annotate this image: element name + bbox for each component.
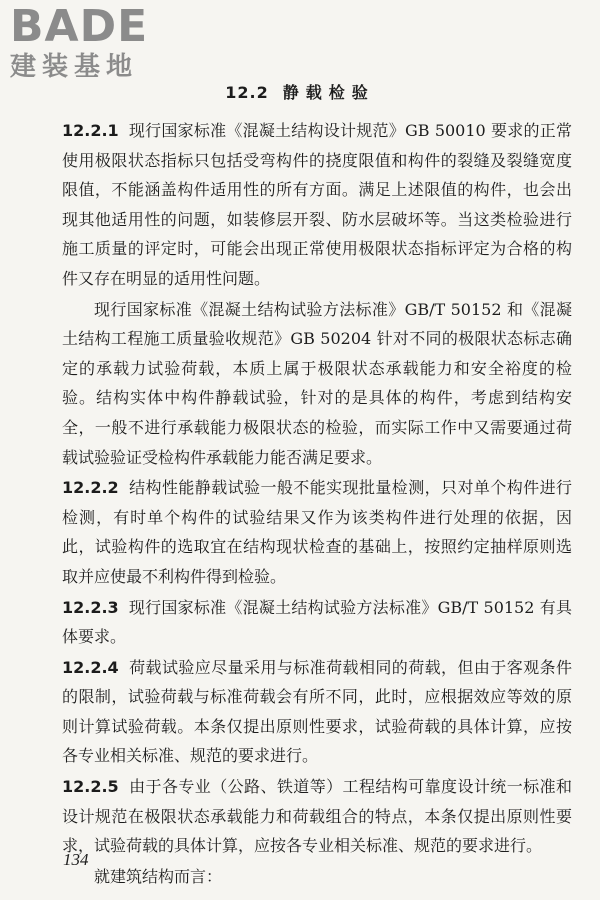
logo-brand: BADE xyxy=(10,1,149,52)
paragraph-text: 现行国家标准《混凝土结构试验方法标准》GB/T 50152 和《混凝土结构工程施工质量验收规范》GB 50204 针对不同的极限状态标志确定的承载力试验荷载，本质上属于极限状态承载能力和安全裕度的检验。结构实体中构件静载试验，针对的是具体的构件，考虑到结构安全，一般不进行承载能力极限状态的检验，而实际工作中又需要通过荷载试验验证受检构件承载能力能否满足要求。 xyxy=(62,299,572,467)
paragraph-12-2-3 xyxy=(62,593,572,652)
document-body xyxy=(62,116,572,892)
clause-number: 12.2.2 xyxy=(62,478,119,498)
paragraph-text: 现行国家标准《混凝土结构设计规范》GB 50010 要求的正常使用极限状态指标只包括受弯构件的挠度限值和构件的裂缝及裂缝宽度限值，不能涵盖构件适用性的所有方面。满足上述限值的构件，也会出现其他适用性的问题，如装修层开裂、防水层破坏等。当这类检验进行施工质量的评定时，可能会出现正常使用极限状态指标评定为合格的构件又存在明显的适用性问题。 xyxy=(62,121,572,288)
paragraph-12-2-5 xyxy=(62,772,572,861)
paragraph-text: 由于各专业（公路、铁道等）工程结构可靠度设计统一标准和设计规范在极限状态承载能力和荷载组合的特点，本条仅提出原则性要求，试验荷载的具体计算，应按各专业相关标准、规范的要求进行。 xyxy=(62,777,572,856)
paragraph-12-2-2 xyxy=(62,473,572,591)
clause-number: 12.2.3 xyxy=(62,597,119,617)
section-number: 12.2 xyxy=(225,83,269,102)
paragraph-12-2-4 xyxy=(62,653,572,771)
paragraph-text: 荷载试验应尽量采用与标准荷载相同的荷载，但由于客观条件的限制，试验荷载与标准荷载会有所不同，此时，应根据效应等效的原则计算试验荷载。本条仅提出原则性要求，试验荷载的具体计算，应按各专业相关标准、规范的要求进行。 xyxy=(62,657,572,766)
paragraph-closing xyxy=(62,862,572,892)
clause-number: 12.2.4 xyxy=(62,657,119,677)
clause-number: 12.2.5 xyxy=(62,777,119,797)
paragraph-12-2-1 xyxy=(62,116,572,294)
paragraph-text: 就建筑结构而言： xyxy=(94,866,223,886)
section-title-text: 静载检验 xyxy=(282,83,375,102)
paragraph-12-2-1-continued xyxy=(62,295,572,473)
paragraph-text: 结构性能静载试验一般不能实现批量检测，只对单个构件进行检测，有时单个构件的试验结果又作为该类构件进行处理的依据，因此，试验构件的选取宜在结构现状检查的基础上，按照约定抽样原则选取并应使最不利构件得到检验。 xyxy=(62,478,572,586)
bade-logo xyxy=(10,1,180,82)
section-title xyxy=(0,80,600,103)
page-number: 134 xyxy=(63,850,89,869)
logo-subtitle: 建装基地 xyxy=(10,52,139,82)
clause-number: 12.2.1 xyxy=(62,121,119,140)
paragraph-text: 现行国家标准《混凝土结构试验方法标准》GB/T 50152 有具体要求。 xyxy=(62,597,572,647)
